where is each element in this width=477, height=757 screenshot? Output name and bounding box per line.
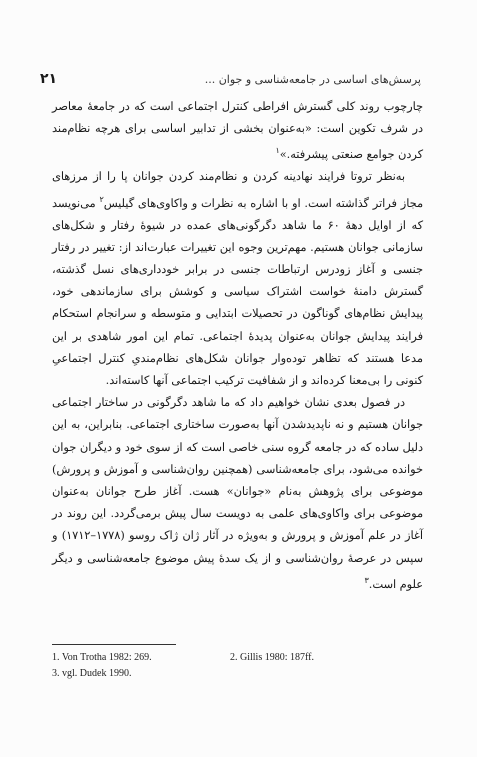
paragraph	[52, 96, 423, 166]
footnote-row	[52, 650, 432, 666]
paragraph-text: در فصول بعدی نشان خواهیم داد که ما شاهد دگرگونی در ساختار اجتماعی جوانان هستیم و نه ناپدیدشدن آنها به‌صورت ساختاری اجتماعی. بنابراین، به این دلیل ساده که در جامعه گروه سنی خاصی است که از سوی خود و دیگران جوان خوانده می‌شود، برای جامعه‌شناسی (همچنین روان‌شناسی و آموزش و پرورش) موضوعی برای پژوهش به‌نام «جوانان» هست. آغاز طرح جوانان به‌عنوان موضوعی برای واکاوی‌های علمی به دویست سال پیش برمی‌گردد. این روند در آغاز در علم آموزش و پرورش و به‌ویژه در آثار ژان ژاک روسو (۱۷۷۸–۱۷۱۲) و سپس در عرصهٔ روان‌شناسی و از یک سدهٔ پیش موضوع جامعه‌شناسی و دیگر علوم است.	[52, 396, 423, 591]
footnotes	[52, 650, 432, 682]
paragraph	[52, 392, 423, 596]
footnote: 2. Gillis 1980: 187ff.	[230, 652, 314, 663]
body-text	[52, 96, 423, 596]
paragraph-text: به‌نظر تروتا فرایند نهادینه کردن و نظام‌مند کردن جوانان پا را از مرزهای مجاز فراتر گذاشته است. او با اشاره به نظرات و واکاوی‌های گیلیس	[52, 170, 423, 210]
paragraph	[52, 166, 423, 392]
paragraph-text: چارچوب روند کلی گسترش افراطی کنترل اجتماعی است که در جامعهٔ معاصر در شرف تکوین است: «به‌عنوان بخشی از تدابیر اساسی برای هرچه نظام‌مند کردن جوامع صنعتی پیشرفته.»	[52, 100, 423, 162]
page-header	[40, 68, 421, 90]
paragraph-text: می‌نویسد که از اوایل دههٔ ۶۰ ما شاهد دگرگونی‌های عمده در شیوهٔ رفتار و شکل‌های سازمانی جوانان هستیم. مهم‌ترین وجوه این تغییرات عبارت‌اند از: تغییر در رفتار جنسی و آغاز زودرس ارتباطات جنسی در برابر خودداری‌های نسل گذشته، گسترش دامنهٔ خواست اشتراک سیاسی و کوشش برای سازماندهی خود، پیدایش نظام‌های گوناگون در تحصیلات ابتدایی و متوسطه و سرانجام استحکام فرایند پیدایش جوانان به‌عنوان پدیدهٔ اجتماعی. تمام این امور شاهدی بر این مدعا هستند که تظاهر توده‌وار جوانان شکل‌های نظام‌مندیِ کنترل اجتماعیِ کنونی را بی‌معنا کرده‌اند و از شفافیت ترکیب اجتماعی آنها کاسته‌اند.	[52, 196, 423, 387]
footnote-row	[52, 666, 432, 682]
footnote: 3. vgl. Dudek 1990.	[52, 668, 132, 679]
footnote-marker: ۱	[275, 146, 280, 156]
running-title: پرسش‌های اساسی در جامعه‌شناسی و جوان ...	[204, 72, 421, 86]
footnote: 1. Von Trotha 1982: 269.	[52, 652, 152, 663]
page-number: ۲۱	[40, 71, 58, 87]
footnote-divider	[52, 644, 176, 645]
footnote-marker: ۳	[364, 575, 369, 585]
footnote-marker: ۲	[99, 194, 104, 204]
